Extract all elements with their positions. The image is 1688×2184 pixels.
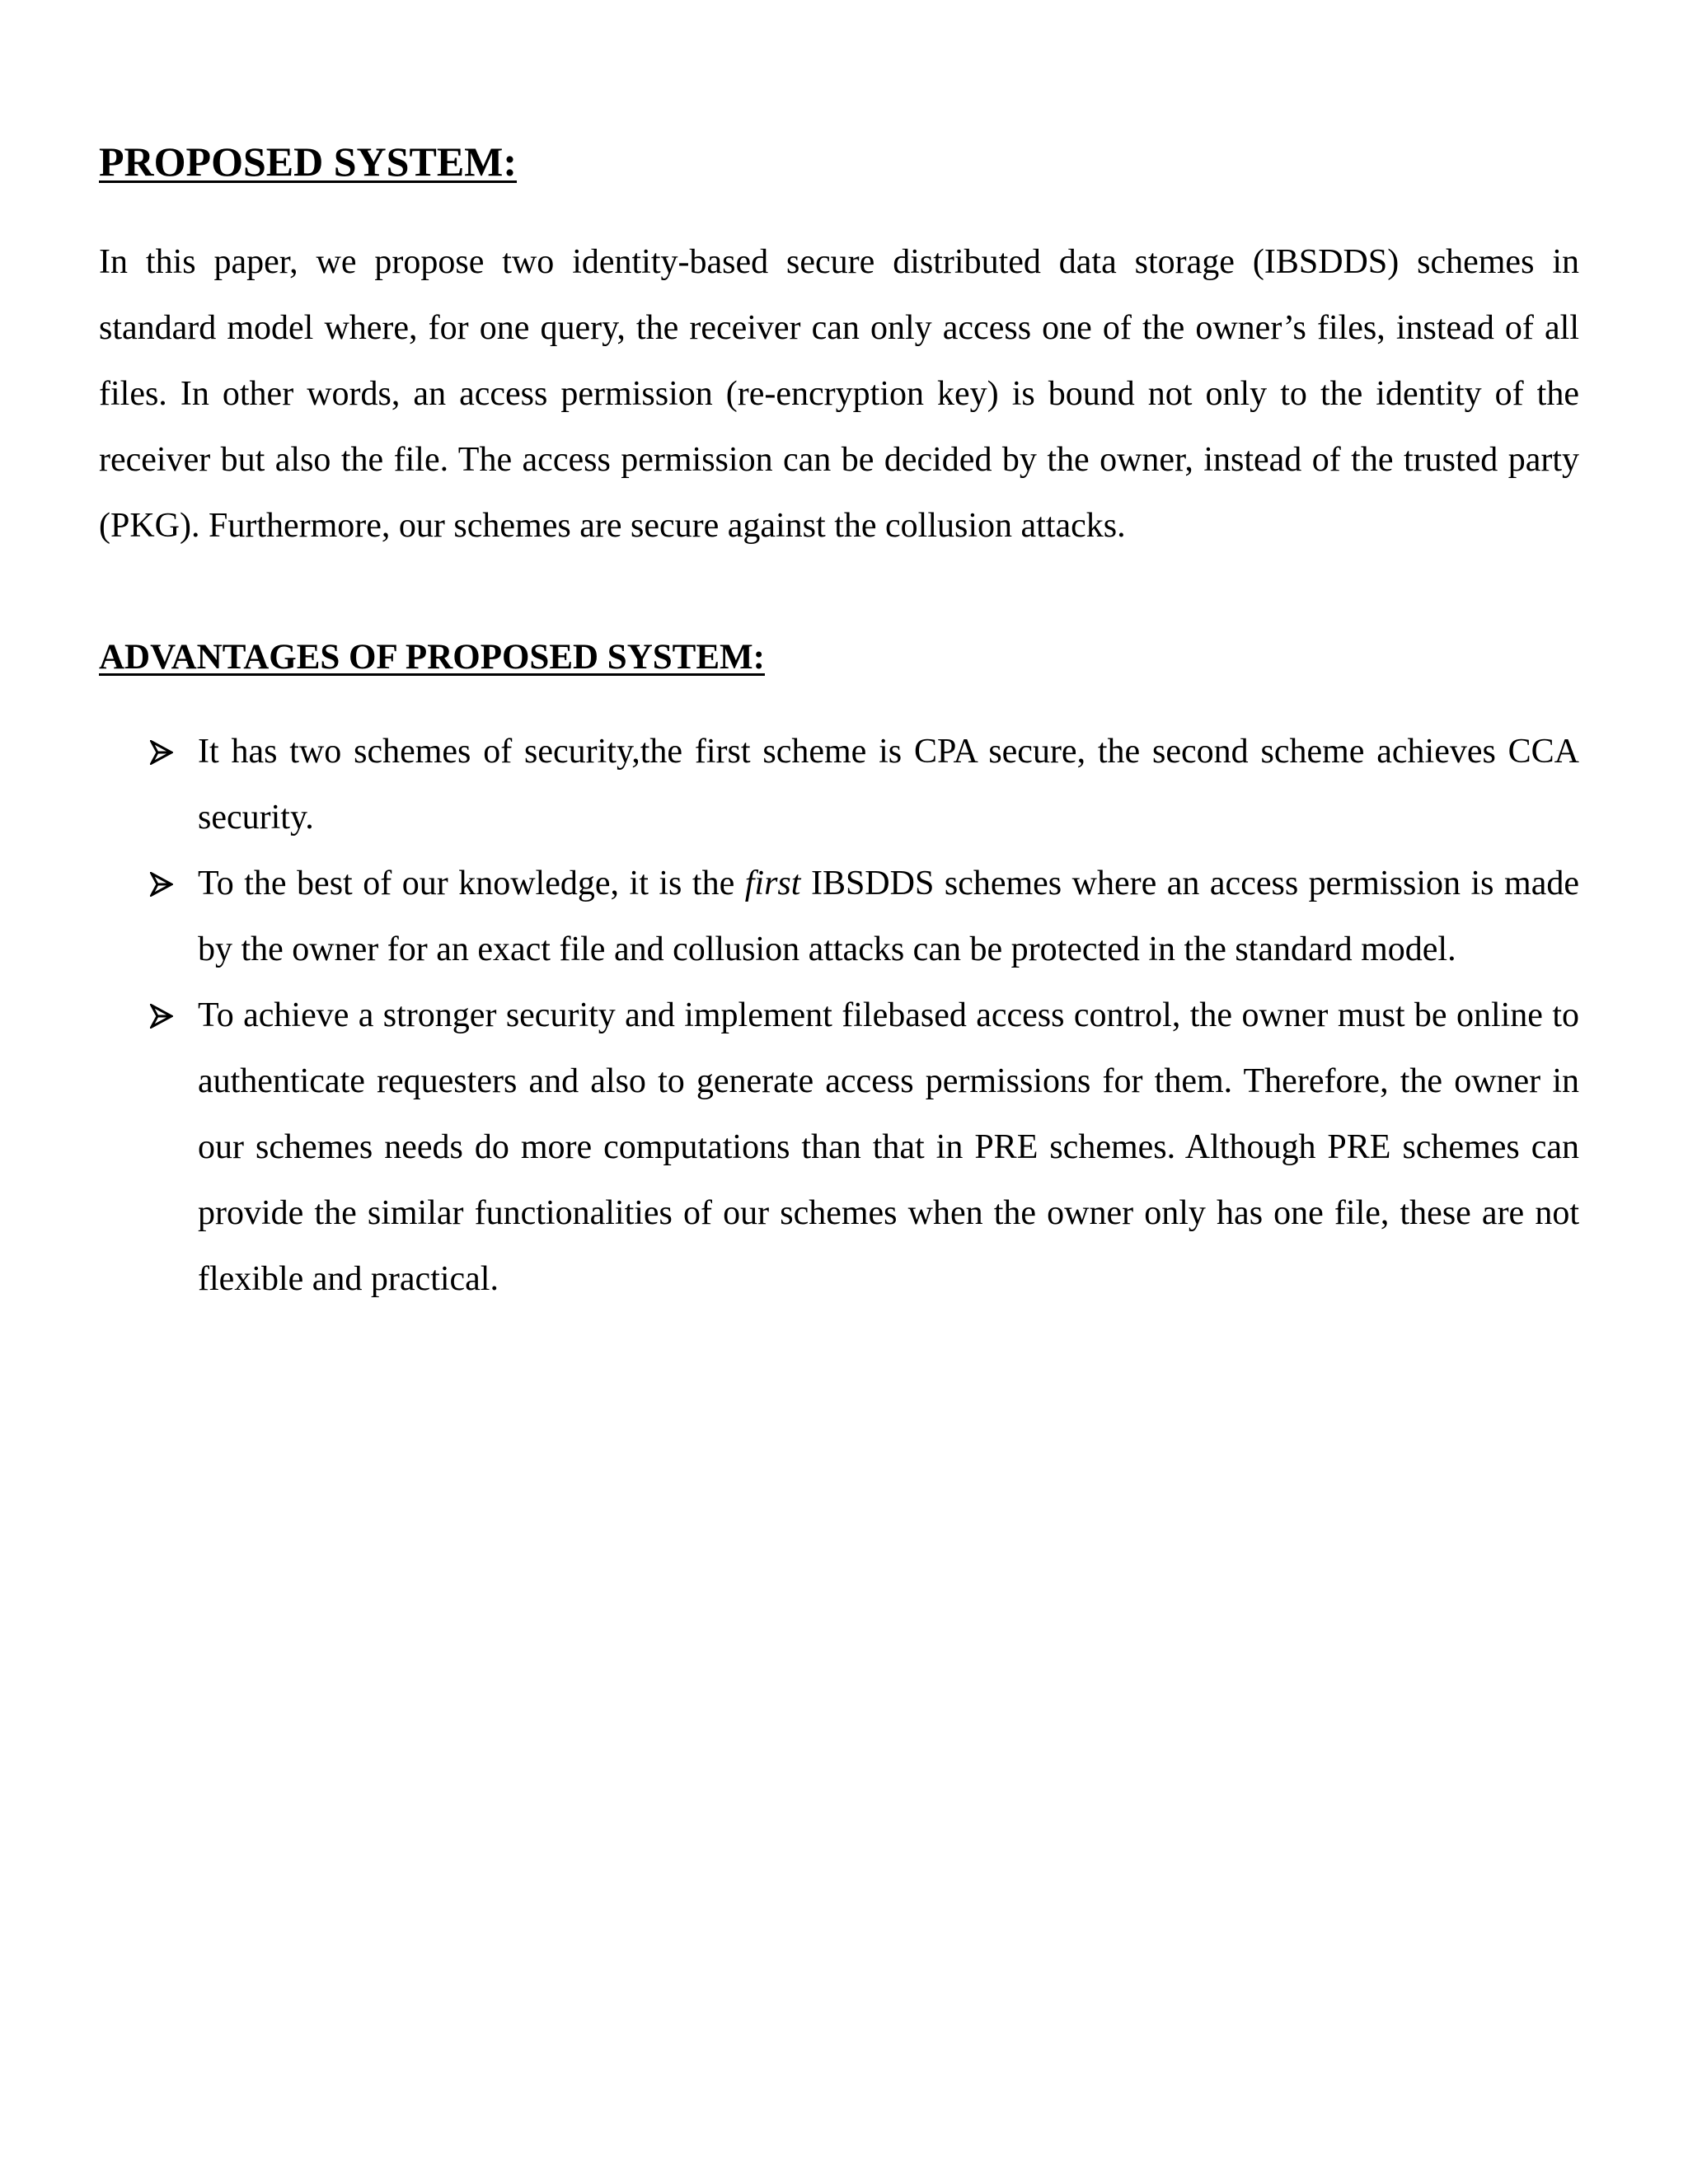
page-heading: PROPOSED SYSTEM: bbox=[99, 138, 518, 185]
advantage-text-italic: first bbox=[744, 865, 801, 902]
list-item bbox=[99, 719, 1579, 851]
arrowhead-bullet-icon bbox=[150, 719, 175, 785]
list-item bbox=[99, 851, 1579, 982]
advantages-list bbox=[99, 719, 1579, 1312]
intro-paragraph: In this paper, we propose two identity-based secure distributed data storage (IBSDDS) schemes in standard model where, for one query, the receiver can only access one of the owner’s files, instead of all files. In other words, an access permission (re-encryption key) is bound not only to the identity of the receiver but also the file. The access permission can be decided by the owner, instead of the trusted party (PKG). Furthermore, our schemes are secure against the collusion attacks. bbox=[99, 243, 1579, 545]
advantage-text-start: To the best of our knowledge, it is the bbox=[198, 865, 745, 902]
advantage-text: It has two schemes of security,the first scheme is CPA secure, the second scheme achieves CCA security. bbox=[198, 733, 1579, 837]
advantage-text: To achieve a stronger security and implement filebased access control, the owner must be online to authenticate requesters and also to generate access permissions for them. Therefore, the owner in our schemes needs do more computations than that in PRE schemes. Although PRE schemes can provide the similar functionalities of our schemes when the owner only has one file, these are not flexible and practical. bbox=[198, 996, 1579, 1298]
arrowhead-bullet-icon bbox=[150, 982, 175, 1048]
list-item bbox=[99, 982, 1579, 1312]
advantages-heading: ADVANTAGES OF PROPOSED SYSTEM: bbox=[99, 638, 765, 677]
advantage-text-end: IBSDDS schemes where an access permission is made by the owner for an exact file and collusion attacks can be protected in the standard model. bbox=[198, 865, 1579, 968]
arrowhead-bullet-icon bbox=[150, 851, 175, 916]
